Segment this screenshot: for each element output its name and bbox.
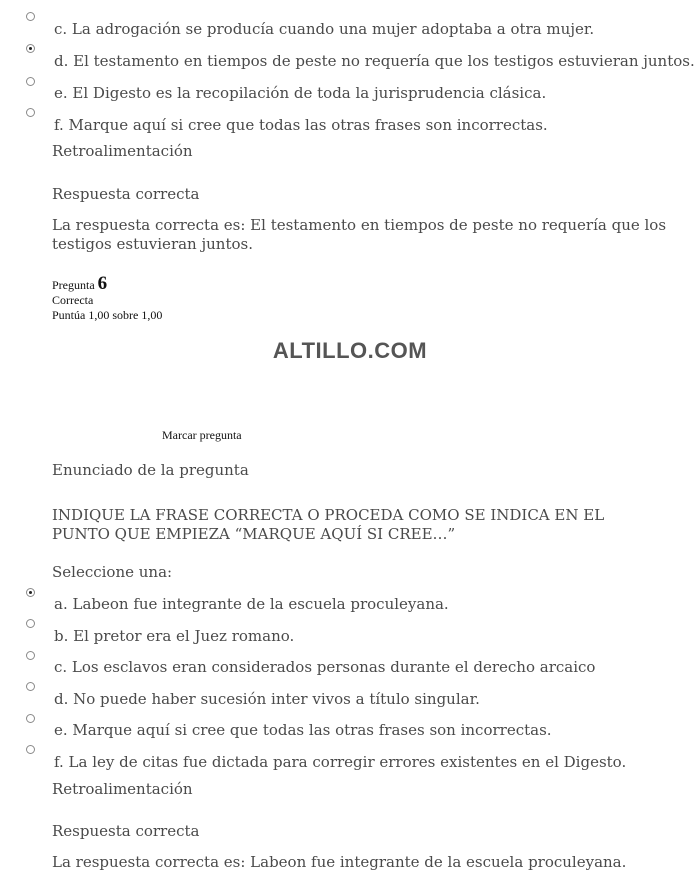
q6-option-e-label[interactable]: e. Marque aquí si cree que todas las otras frases son incorrectas. [54, 721, 552, 739]
q5-option-c-label[interactable]: c. La adrogación se producía cuando una mujer adoptaba a otra mujer. [54, 20, 595, 38]
q6-statement-heading: Enunciado de la pregunta [52, 461, 249, 479]
q5-feedback-heading: Retroalimentación [52, 142, 193, 160]
q5-option-c-radio[interactable] [26, 12, 35, 21]
q6-option-b-label[interactable]: b. El pretor era el Juez romano. [54, 627, 295, 645]
q5-option-f-label[interactable]: f. Marque aquí si cree que todas las otras frases son incorrectas. [54, 116, 548, 134]
q6-option-e-radio[interactable] [26, 714, 35, 723]
q5-option-e-label[interactable]: e. El Digesto es la recopilación de toda la jurisprudencia clásica. [54, 84, 547, 102]
q5-option-f-radio[interactable] [26, 108, 35, 117]
q5-answer-heading: Respuesta correcta [52, 185, 200, 203]
q6-option-c-radio[interactable] [26, 651, 35, 660]
q6-option-d-radio[interactable] [26, 682, 35, 691]
q6-option-b-radio[interactable] [26, 619, 35, 628]
q5-option-d-label[interactable]: d. El testamento en tiempos de peste no requería que los testigos estuvieran juntos. [54, 52, 695, 70]
q6-option-a-radio[interactable] [26, 588, 35, 597]
q5-answer-text: La respuesta correcta es: El testamento en tiempos de peste no requería que los testigos estuvieran juntos. [52, 216, 667, 253]
q5-option-e-radio[interactable] [26, 77, 35, 86]
q6-option-f-radio[interactable] [26, 745, 35, 754]
q6-number: 6 [97, 273, 108, 294]
q6-answer-text: La respuesta correcta es: Labeon fue integrante de la escuela proculeyana. [52, 853, 627, 871]
q6-select-label: Seleccione una: [52, 563, 173, 581]
q6-option-c-label[interactable]: c. Los esclavos eran considerados personas durante el derecho arcaico [54, 658, 596, 676]
q6-score: Puntúa 1,00 sobre 1,00 [52, 308, 163, 322]
q6-pregunta-label: Pregunta [52, 278, 95, 292]
q5-option-d-radio[interactable] [26, 44, 35, 53]
q6-option-d-label[interactable]: d. No puede haber sucesión inter vivos a título singular. [54, 690, 480, 708]
q6-info [52, 273, 163, 323]
q6-option-f-label[interactable]: f. La ley de citas fue dictada para corregir errores existentes en el Digesto. [54, 753, 627, 771]
q6-feedback-heading: Retroalimentación [52, 780, 193, 798]
q6-option-a-label[interactable]: a. Labeon fue integrante de la escuela proculeyana. [54, 595, 449, 613]
flag-question-link[interactable]: Marcar pregunta [162, 428, 242, 442]
watermark: ALTILLO.COM [272, 338, 428, 363]
q6-answer-heading: Respuesta correcta [52, 822, 200, 840]
q6-statement: INDIQUE LA FRASE CORRECTA O PROCEDA COMO SE INDICA EN EL PUNTO QUE EMPIEZA “MARQUE AQUÍ SI CREE…” [52, 506, 605, 543]
q6-status: Correcta [52, 293, 94, 307]
